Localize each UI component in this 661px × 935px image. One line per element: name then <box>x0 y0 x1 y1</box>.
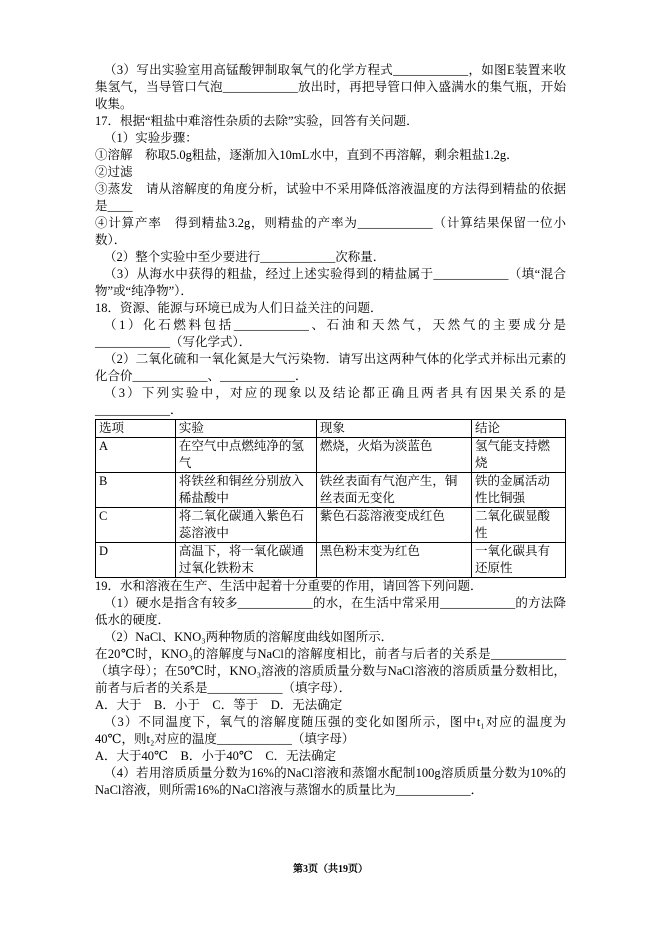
table-row-b <box>96 473 566 508</box>
table-header-phenomenon: 现象 <box>316 420 471 438</box>
table-row-c <box>96 508 566 543</box>
q17-step-header: （1）实验步骤： <box>104 131 198 145</box>
cell-phenomenon-c: 紫色石蕊溶液变成红色 <box>316 508 471 543</box>
q19-part2-body: 在20℃时，KNO₃的溶解度与NaCl的溶解度相比，前者与后者的关系是____________（填字母）；在50℃时，KNO₃溶液的溶质质量分数与NaCl溶液的溶质质量分数相比，前者与后者的关系是____________（填字母）． <box>95 647 566 695</box>
table-row-d <box>96 543 566 578</box>
table-header-option: 选项 <box>96 420 176 438</box>
q18-part3: （3）下列实验中，对应的现象以及结论都正确且两者具有因果关系的是____________． <box>95 386 566 417</box>
q19-part3: （3）不同温度下，氧气的溶解度随压强的变化如图所示，图中t₁对应的温度为40℃，则t₂对应的温度____________（填字母） <box>95 715 566 746</box>
q17-step-evaporate: ③蒸发 请从溶解度的角度分析，试验中不采用降低溶液温度的方法得到精盐的依据是____ <box>95 182 566 213</box>
table-header-experiment: 实验 <box>175 420 316 438</box>
q19-part3-choices: A．大于40℃ B．小于40℃ C．无法确定 <box>95 749 337 763</box>
cell-experiment-d: 高温下，将一氧化碳通过氧化铁粉末 <box>175 543 316 578</box>
cell-phenomenon-a: 燃烧，火焰为淡蓝色 <box>316 438 471 473</box>
q17-step-dissolve: ①溶解 称取5.0g粗盐，逐渐加入10mL水中，直到不再溶解，剩余粗盐1.2g． <box>95 148 519 162</box>
cell-option-d: D <box>96 543 176 578</box>
q19-part2-intro: （2）NaCl、KNO₃两种物质的溶解度曲线如图所示． <box>104 630 394 644</box>
exam-content <box>95 62 566 799</box>
question-oxygen-collection: （3）写出实验室用高锰酸钾制取氧气的化学方程式____________，如图E装置来收集氢气，当导管口气泡____________放出时，再把导管口伸入盛满水的集气瓶，开始收集。 <box>95 63 566 111</box>
q17-part2: （2）整个实验中至少要进行____________次称量． <box>104 250 386 264</box>
table-header-conclusion: 结论 <box>471 420 565 438</box>
question-18-title: 18．资源、能源与环境已成为人们日益关注的问题． <box>95 301 383 315</box>
cell-phenomenon-d: 黑色粉末变为红色 <box>316 543 471 578</box>
question-17-title: 17．根据“粗盐中难溶性杂质的去除”实验，回答有关问题． <box>95 114 419 128</box>
cell-experiment-c: 将二氧化碳通入紫色石蕊溶液中 <box>175 508 316 543</box>
q19-part1: （1）硬水是指含有较多____________的水，在生活中常采用____________的方法降低水的硬度． <box>95 596 566 627</box>
cell-option-a: A <box>96 438 176 473</box>
q17-step-filter: ②过滤 <box>95 165 133 179</box>
page-number: 第3页（共19页） <box>293 864 368 875</box>
cell-conclusion-c: 二氧化碳显酸性 <box>471 508 565 543</box>
q18-options-table <box>95 419 566 578</box>
question-19-title: 19．水和溶液在生产、生活中起着十分重要的作用，请回答下列问题． <box>95 579 483 593</box>
cell-experiment-b: 将铁丝和铜丝分别放入稀盐酸中 <box>175 473 316 508</box>
cell-conclusion-d: 一氧化碳具有还原性 <box>471 543 565 578</box>
q18-part1: （1）化石燃料包括____________、石油和天然气，天然气的主要成分是____________（写化学式）． <box>95 318 566 349</box>
q17-part3: （3）从海水中获得的粗盐，经过上述实验得到的精盐属于____________（填“混合物”或“纯净物”）． <box>95 267 566 298</box>
cell-conclusion-b: 铁的金属活动性比铜强 <box>471 473 565 508</box>
cell-experiment-a: 在空气中点燃纯净的氢气 <box>175 438 316 473</box>
q18-part2: （2）二氧化硫和一氧化氮是大气污染物．请写出这两种气体的化学式并标出元素的化合价____________、____________． <box>95 352 566 383</box>
table-row-a <box>96 438 566 473</box>
cell-conclusion-a: 氢气能支持燃烧 <box>471 438 565 473</box>
cell-phenomenon-b: 铁丝表面有气泡产生，铜丝表面无变化 <box>316 473 471 508</box>
cell-option-c: C <box>96 508 176 543</box>
table-header-row <box>96 420 566 438</box>
q19-part2-choices: A．大于 B．小于 C．等于 D．无法确定 <box>95 698 343 712</box>
q19-part4: （4）若用溶质质量分数为16%的NaCl溶液和蒸馏水配制100g溶质质量分数为10%的NaCl溶液，则所需16%的NaCl溶液与蒸馏水的质量比为____________． <box>95 766 566 797</box>
cell-option-b: B <box>96 473 176 508</box>
q17-step-yield: ④计算产率 得到精盐3.2g，则精盐的产率为____________（计算结果保留一位小数）． <box>95 216 566 247</box>
